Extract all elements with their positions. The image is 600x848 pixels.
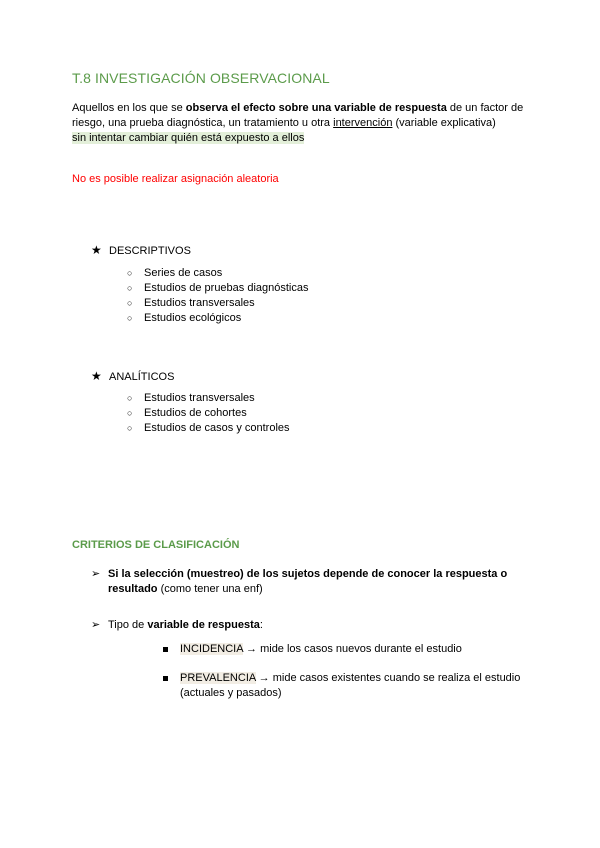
criterio-seleccion xyxy=(91,567,531,597)
circle-bullet-icon: ○ xyxy=(127,423,133,433)
list-item xyxy=(127,281,309,296)
list-item xyxy=(127,311,309,326)
list-item-text: Estudios de casos y controles xyxy=(144,422,290,434)
square-bullet-icon xyxy=(163,647,168,652)
list-item xyxy=(127,266,309,281)
intro-highlight: sin intentar cambiar quién está expuesto a ellos xyxy=(72,132,305,144)
arrow-bullet-icon: ➢ xyxy=(91,568,101,580)
criterio-seleccion-text xyxy=(108,567,531,597)
list-item-text: Estudios transversales xyxy=(144,297,255,309)
list-item xyxy=(127,296,309,311)
prevalencia-desc: → mide casos existentes cuando se realiza el estudio (actuales y pasados) xyxy=(180,672,521,699)
intro-text-1: Aquellos en los que se xyxy=(72,102,186,114)
analiticos-list xyxy=(127,391,290,436)
criterio-tipo-variable xyxy=(91,618,531,633)
prevalencia-text xyxy=(180,671,533,701)
incidencia-term: INCIDENCIA xyxy=(180,643,243,655)
page-title: T.8 INVESTIGACIÓN OBSERVACIONAL xyxy=(72,70,330,86)
circle-bullet-icon: ○ xyxy=(127,393,133,403)
square-bullet-icon xyxy=(163,676,168,681)
star-icon: ★ xyxy=(91,243,102,257)
list-item xyxy=(127,391,290,406)
arrow-bullet-icon: ➢ xyxy=(91,619,101,631)
circle-bullet-icon: ○ xyxy=(127,313,133,323)
descriptivos-heading xyxy=(91,243,191,257)
circle-bullet-icon: ○ xyxy=(127,408,133,418)
list-item-text: Series de casos xyxy=(144,267,223,279)
analiticos-heading xyxy=(91,369,174,383)
criterio-seleccion-rest: (como tener una enf) xyxy=(157,583,263,595)
criterio-tipo-post: : xyxy=(259,619,263,631)
circle-bullet-icon: ○ xyxy=(127,268,133,278)
list-item xyxy=(127,406,290,421)
intro-text-3: (variable explicativa) xyxy=(392,117,496,129)
list-item-text: Estudios de pruebas diagnósticas xyxy=(144,282,309,294)
incidencia-text xyxy=(180,642,533,657)
random-assignment-note: No es posible realizar asignación aleatoria xyxy=(72,173,279,185)
criterio-tipo-bold: variable de respuesta xyxy=(147,619,260,631)
analiticos-label: ANALÍTICOS xyxy=(109,371,175,383)
criterio-tipo-pre: Tipo de xyxy=(108,619,148,631)
criterio-tipo-text xyxy=(108,618,531,633)
intro-text-2: de un factor de riesgo, una prueba diagnóstica, un tratamiento u otra xyxy=(72,102,524,129)
list-item-text: Estudios de cohortes xyxy=(144,407,247,419)
intro-paragraph xyxy=(72,101,532,146)
prevalencia-term: PREVALENCIA xyxy=(180,672,256,684)
prevalencia-item xyxy=(163,671,533,701)
descriptivos-list xyxy=(127,266,309,326)
list-item-text: Estudios transversales xyxy=(144,392,255,404)
star-icon: ★ xyxy=(91,369,102,383)
criterios-title: CRITERIOS DE CLASIFICACIÓN xyxy=(72,539,240,551)
incidencia-desc: → mide los casos nuevos durante el estudio xyxy=(242,643,462,655)
list-item xyxy=(127,421,290,436)
intro-underline: intervención xyxy=(333,117,393,129)
list-item-text: Estudios ecológicos xyxy=(144,312,242,324)
circle-bullet-icon: ○ xyxy=(127,298,133,308)
intro-bold-1: observa el efecto sobre una variable de respuesta xyxy=(185,102,447,114)
criterio-seleccion-bold: Si la selección (muestreo) de los sujetos depende de conocer la respuesta o resultado xyxy=(108,568,508,595)
circle-bullet-icon: ○ xyxy=(127,283,133,293)
descriptivos-label: DESCRIPTIVOS xyxy=(109,245,191,257)
incidencia-item xyxy=(163,642,533,657)
